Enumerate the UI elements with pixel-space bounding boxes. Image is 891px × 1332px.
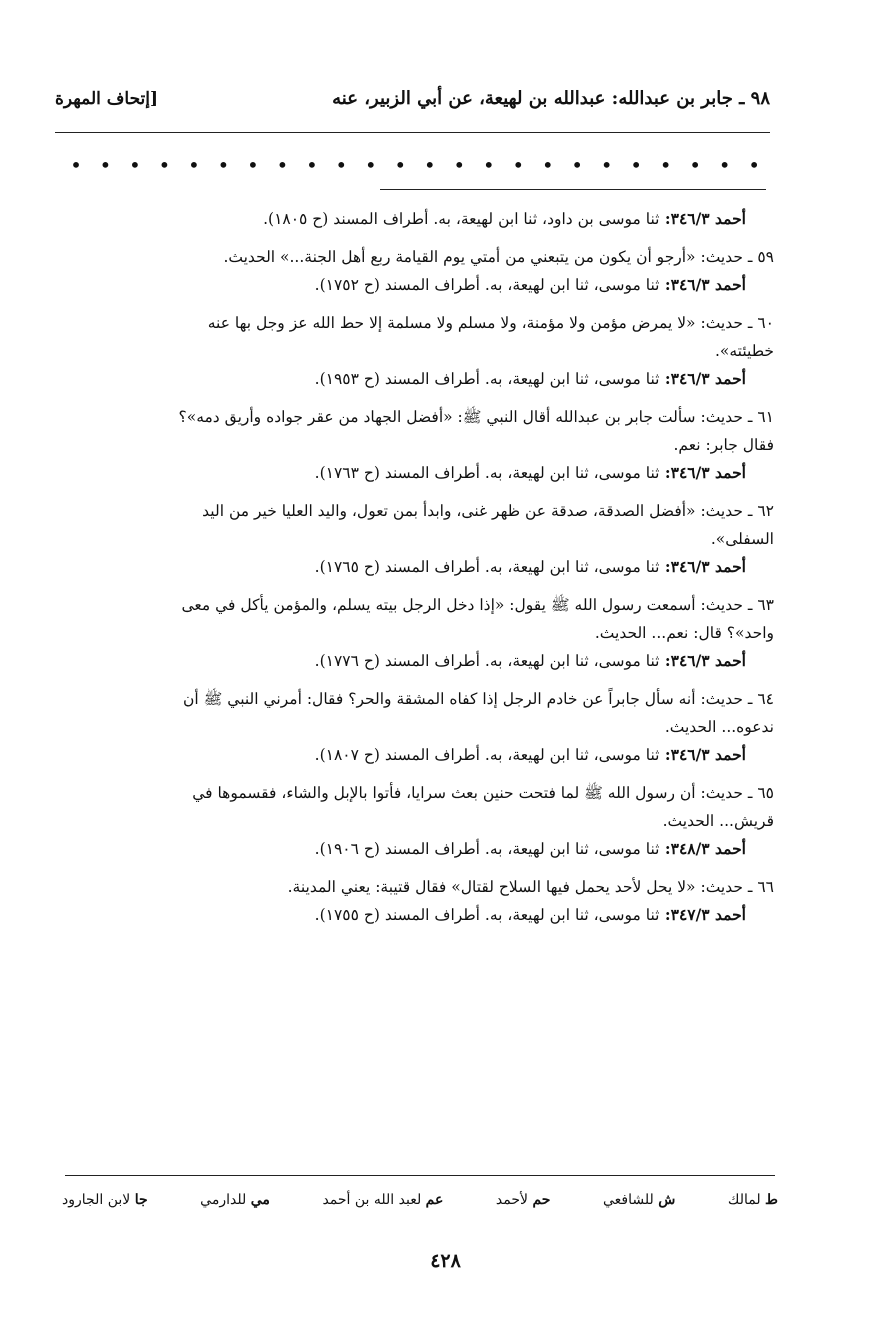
source-label: أحمد ٣٤٦/٣:: [664, 275, 746, 294]
hadith-text-line: ٦٦ ـ حديث: «لا يحل لأحد يحمل فيها السلاح لقتال» فقال قتيبة: يعني المدينة.: [287, 878, 774, 896]
separator-dot: •: [188, 153, 200, 177]
hadith-text-line: واحد»؟ قال: نعم... الحديث.: [594, 624, 774, 642]
separator-dot: •: [718, 153, 731, 177]
abbreviation-item: [728, 1192, 778, 1208]
hadith-text-line: ٦٥ ـ حديث: أن رسول الله ﷺ لما فتحت حنين بعث سرايا، فأتوا بالإبل والشاء، فقسموها في: [192, 784, 774, 802]
source-label: أحمد ٣٤٨/٣:: [664, 839, 746, 858]
separator-dot: •: [129, 153, 141, 177]
source-label: أحمد ٣٤٦/٣:: [664, 463, 746, 482]
separator-dot: •: [571, 153, 584, 177]
running-header: [55, 88, 770, 133]
hadith-entry: [62, 591, 774, 675]
separator-dot: •: [689, 153, 702, 177]
hadith-reference: [62, 835, 774, 863]
reference-text: ثنا موسى، ثنا ابن لهيعة، به. أطراف المسند (ح ١٨٠٧).: [314, 746, 660, 764]
hadith-text-line: فقال جابر: نعم.: [673, 436, 774, 454]
separator-dot: •: [423, 153, 436, 177]
hadith-list: [62, 205, 774, 929]
hadith-reference: [62, 459, 774, 487]
footer-divider: [65, 1175, 775, 1176]
hadith-text-line: ندعوه... الحديث.: [664, 718, 774, 736]
reference-text: ثنا موسى، ثنا ابن لهيعة، به. أطراف المسند (ح ١٩٥٣).: [314, 370, 660, 388]
hadith-text-line: خطيئته».: [714, 342, 774, 360]
hadith-text-line: ٦٢ ـ حديث: «أفضل الصدقة، صدقة عن ظهر غنى، وابدأ بمن تعول، واليد العليا خير من اليد: [202, 502, 774, 520]
separator-dot: •: [158, 153, 171, 177]
separator-dot: •: [453, 153, 466, 177]
reference-text: ثنا موسى، ثنا ابن لهيعة، به. أطراف المسند (ح ١٩٠٦).: [314, 840, 660, 858]
hadith-text-line: ٦٠ ـ حديث: «لا يمرض مؤمن ولا مؤمنة، ولا مسلم ولا مسلمة إلا حط الله عز وجل بها عنه: [207, 314, 774, 332]
hadith-reference: [62, 741, 774, 769]
reference-text: ثنا موسى، ثنا ابن لهيعة، به. أطراف المسند (ح ١٧٥٢).: [314, 276, 660, 294]
reference-text: ثنا موسى، ثنا ابن لهيعة، به. أطراف المسند (ح ١٧٧٦).: [314, 652, 660, 670]
abbreviation-label: لعبد الله بن أحمد: [322, 1192, 422, 1208]
reference-text: ثنا موسى، ثنا ابن لهيعة، به. أطراف المسند (ح ١٧٦٥).: [314, 558, 660, 576]
hadith-text-line: ٦١ ـ حديث: سألت جابر بن عبدالله أقال النبي ﷺ: «أفضل الجهاد من عقر جواده وأريق دمه»؟: [178, 408, 774, 426]
abbreviation-item: [496, 1192, 551, 1208]
separator-dot: •: [364, 153, 377, 177]
abbreviation-item: [322, 1192, 443, 1208]
reference-text: ثنا موسى، ثنا ابن لهيعة، به. أطراف المسند (ح ١٧٦٣).: [314, 464, 660, 482]
hadith-reference: [62, 901, 774, 929]
hadith-reference: [62, 271, 774, 299]
hadith-reference: [62, 553, 774, 581]
source-label: أحمد ٣٤٧/٣:: [664, 905, 746, 924]
dot-separator: [70, 153, 760, 177]
abbreviation-key: [62, 1192, 778, 1208]
section-divider: [380, 189, 766, 190]
separator-dot: •: [630, 153, 643, 177]
abbreviation-code: حم: [532, 1192, 551, 1208]
abbreviation-code: ط: [765, 1192, 778, 1208]
abbreviation-item: [603, 1192, 675, 1208]
hadith-entry: [62, 243, 774, 299]
chapter-title: ٩٨ ـ جابر بن عبدالله: عبدالله بن لهيعة، عن أبي الزبير، عنه: [332, 88, 770, 109]
source-label: أحمد ٣٤٦/٣:: [664, 369, 746, 388]
separator-dot: •: [335, 153, 348, 177]
hadith-entry: [62, 403, 774, 487]
abbreviation-code: مي: [250, 1192, 270, 1208]
source-label: أحمد ٣٤٦/٣:: [664, 745, 746, 764]
hadith-entry: [62, 873, 774, 929]
abbreviation-label: للشافعي: [603, 1192, 654, 1208]
separator-dot: •: [276, 153, 289, 177]
hadith-text-line: قريش... الحديث.: [662, 812, 774, 830]
separator-dot: •: [659, 153, 672, 177]
hadith-text-line: السفلى».: [710, 530, 774, 548]
hadith-reference: [62, 365, 774, 393]
abbreviation-label: لابن الجارود: [62, 1192, 131, 1208]
hadith-text-line: ٦٤ ـ حديث: أنه سأل جابراً عن خادم الرجل إذا كفاه المشقة والحر؟ فقال: أمرني النبي ﷺ أن: [183, 690, 774, 708]
abbreviation-item: [62, 1192, 148, 1208]
separator-dot: •: [394, 153, 407, 177]
hadith-entry: [62, 779, 774, 863]
source-label: أحمد ٣٤٦/٣:: [664, 557, 746, 576]
reference-text: ثنا موسى بن داود، ثنا ابن لهيعة، به. أطراف المسند (ح ١٨٠٥).: [263, 210, 660, 228]
source-label: أحمد ٣٤٦/٣:: [664, 651, 746, 670]
reference-text: ثنا موسى، ثنا ابن لهيعة، به. أطراف المسند (ح ١٧٥٥).: [314, 906, 660, 924]
abbreviation-label: لمالك: [727, 1192, 761, 1208]
abbreviation-label: للدارمي: [200, 1192, 247, 1208]
separator-dot: •: [482, 153, 495, 177]
separator-dot: •: [748, 153, 760, 177]
separator-dot: •: [600, 153, 613, 177]
separator-dot: •: [246, 153, 259, 177]
intro-reference: [62, 205, 774, 233]
hadith-entry: [62, 309, 774, 393]
source-label: أحمد ٣٤٦/٣:: [664, 209, 746, 228]
abbreviation-label: لأحمد: [495, 1192, 528, 1208]
abbreviation-code: ش: [658, 1192, 676, 1208]
abbreviation-item: [200, 1192, 270, 1208]
separator-dot: •: [99, 153, 112, 177]
hadith-reference: [62, 647, 774, 675]
abbreviation-code: جا: [134, 1192, 148, 1208]
page-number: ٤٢٨: [430, 1250, 461, 1272]
separator-dot: •: [541, 153, 554, 177]
hadith-entry: [62, 685, 774, 769]
separator-dot: •: [217, 153, 230, 177]
abbreviation-code: عم: [425, 1192, 444, 1208]
book-title: [إتحاف المهرة: [55, 89, 159, 109]
separator-dot: •: [70, 153, 82, 177]
hadith-text-line: ٥٩ ـ حديث: «أرجو أن يكون من يتبعني من أمتي يوم القيامة ربع أهل الجنة...» الحديث.: [223, 248, 774, 266]
hadith-entry: [62, 497, 774, 581]
hadith-text-line: ٦٣ ـ حديث: أسمعت رسول الله ﷺ يقول: «إذا دخل الرجل بيته يسلم، والمؤمن يأكل في معى: [181, 596, 774, 614]
separator-dot: •: [305, 153, 318, 177]
separator-dot: •: [512, 153, 525, 177]
